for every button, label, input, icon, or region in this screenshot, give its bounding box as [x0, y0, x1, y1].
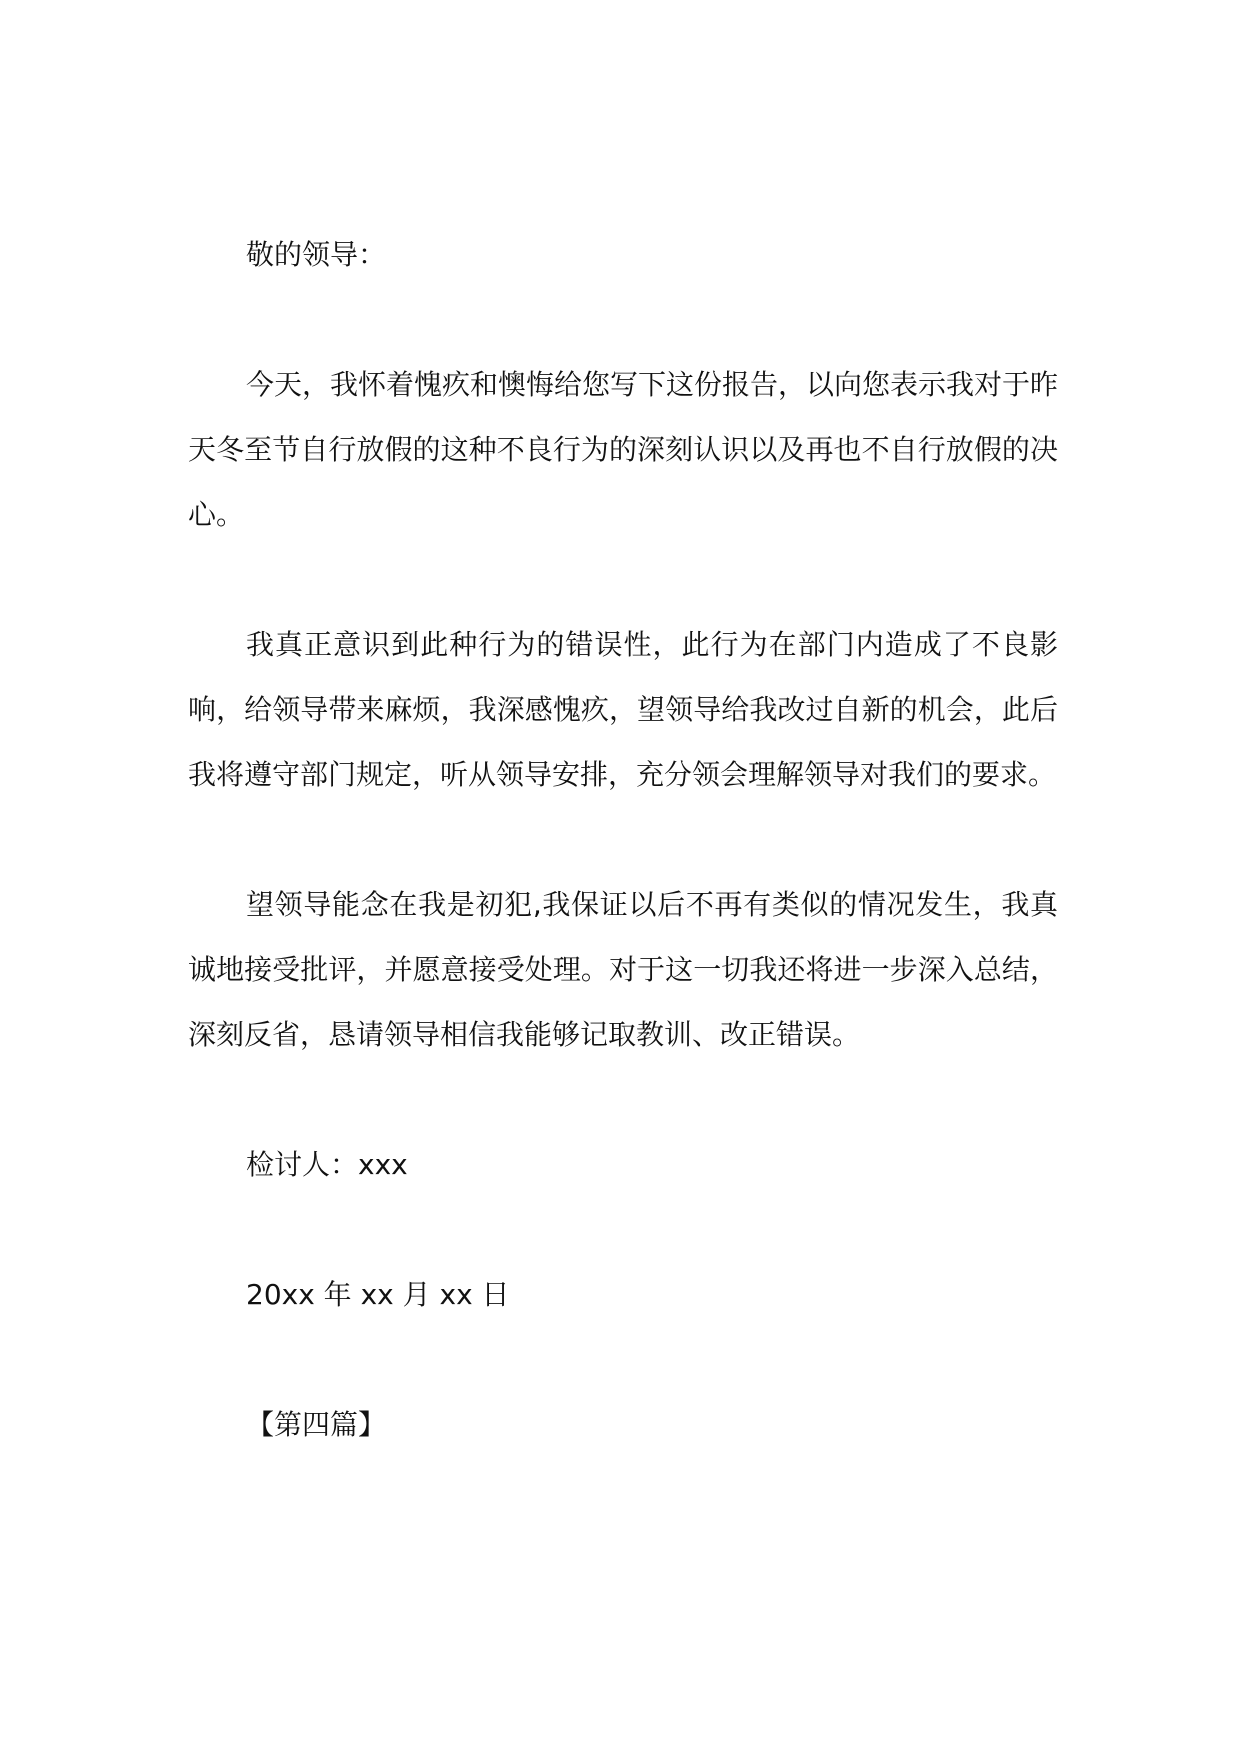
- signature: 检讨人：xxx: [246, 1148, 408, 1181]
- spacer: [188, 287, 1058, 352]
- spacer: [188, 1197, 1058, 1262]
- paragraph-3: 望领导能念在我是初犯,我保证以后不再有类似的情况发生，我真诚地接受批评，并愿意接受处理。对于这一切我还将进一步深入总结，深刻反省，恳请领导相信我能够记取教训、改正错误。: [188, 888, 1058, 1051]
- section-heading: 【第四篇】: [246, 1408, 387, 1441]
- paragraph-1: 今天，我怀着愧疚和懊悔给您写下这份报告，以向您表示我对于昨天冬至节自行放假的这种不良行为的深刻认识以及再也不自行放假的决心。: [188, 368, 1059, 531]
- spacer: [188, 807, 1058, 872]
- spacer: [188, 1067, 1058, 1132]
- spacer: [188, 547, 1058, 612]
- paragraph-2: 我真正意识到此种行为的错误性，此行为在部门内造成了不良影响，给领导带来麻烦，我深感愧疚，望领导给我改过自新的机会，此后我将遵守部门规定，听从领导安排，充分领会理解领导对我们的要求。: [188, 628, 1058, 791]
- spacer: [188, 1327, 1058, 1392]
- document-body: [188, 222, 1058, 1457]
- date: 20xx 年 xx 月 xx 日: [246, 1278, 510, 1311]
- salutation: 敬的领导：: [246, 238, 387, 271]
